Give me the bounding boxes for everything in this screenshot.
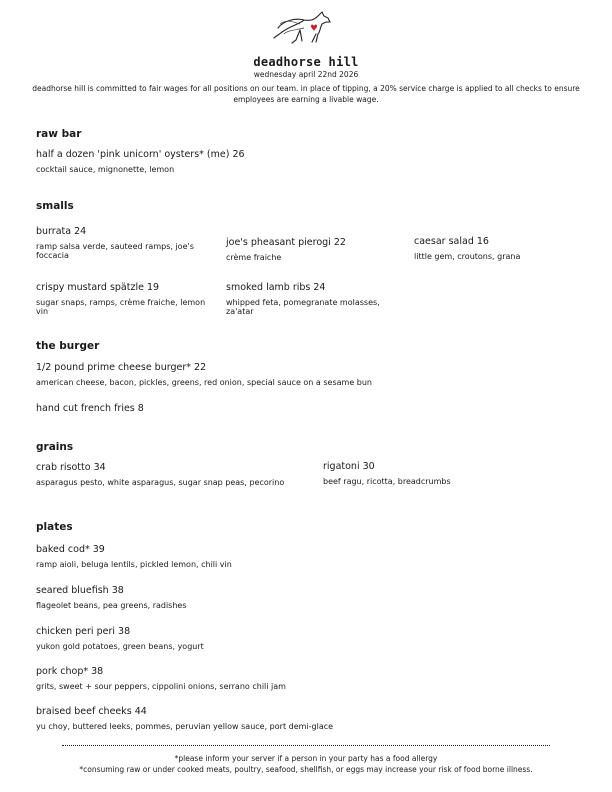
menu-item <box>36 149 576 174</box>
menu-item <box>226 237 406 262</box>
item-description: beef ragu, ricotta, breadcrumbs <box>323 477 451 486</box>
item-description: little gem, croutons, grana <box>414 252 521 261</box>
service-charge-notice: deadhorse hill is committed to fair wages for all positions on our team. in place of tipping, a 20% service charge is applied to all checks to ensure employees are earning a livable wage. <box>32 84 580 104</box>
menu-item <box>36 462 306 487</box>
section-heading-plates: plates <box>36 521 73 533</box>
item-description: yukon gold potatoes, green beans, yogurt <box>36 642 204 651</box>
item-name: burrata 24 <box>36 226 87 237</box>
menu-item <box>36 626 576 651</box>
item-name: 1/2 pound prime cheese burger* 22 <box>36 362 207 373</box>
item-description: asparagus pesto, white asparagus, sugar snap peas, pecorino <box>36 478 285 487</box>
section-heading-raw-bar: raw bar <box>36 128 82 140</box>
item-name: half a dozen 'pink unicorn' oysters* (me) 26 <box>36 149 245 160</box>
menu-item <box>414 236 584 261</box>
section-heading-burger: the burger <box>36 340 100 352</box>
item-name: baked cod* 39 <box>36 544 105 555</box>
item-name: seared bluefish 38 <box>36 585 124 596</box>
item-description: sugar snaps, ramps, crème fraiche, lemon vin <box>36 298 206 316</box>
item-name: pork chop* 38 <box>36 666 104 677</box>
item-description: yu choy, buttered leeks, pommes, peruvian yellow sauce, port demi-glace <box>36 722 334 731</box>
item-description: cocktail sauce, mignonette, lemon <box>36 165 175 174</box>
item-name: crab risotto 34 <box>36 462 106 473</box>
item-description: grits, sweet + sour peppers, cippolini onions, serrano chili jam <box>36 682 286 691</box>
item-name: joe's pheasant pierogi 22 <box>226 237 346 248</box>
dotted-divider <box>62 745 550 746</box>
menu-item <box>36 226 216 260</box>
raw-food-warning: *consuming raw or under cooked meats, poultry, seafood, shellfish, or eggs may increase your risk of food borne illness. <box>79 765 533 774</box>
menu-item <box>36 362 576 387</box>
item-name: braised beef cheeks 44 <box>36 706 147 717</box>
menu-item <box>36 585 576 610</box>
item-name: smoked lamb ribs 24 <box>226 282 326 293</box>
item-name: chicken peri peri 38 <box>36 626 131 637</box>
menu-date: wednesday april 22nd 2026 <box>253 70 359 79</box>
item-description: ramp aioli, beluga lentils, pickled lemon, chili vin <box>36 560 232 569</box>
item-description: ramp salsa verde, sauteed ramps, joe's foccacia <box>36 242 194 260</box>
item-description: flageolet beans, pea greens, radishes <box>36 601 187 610</box>
menu-item <box>36 403 576 414</box>
section-heading-smalls: smalls <box>36 200 74 212</box>
item-name: hand cut french fries 8 <box>36 403 144 414</box>
menu-item <box>36 544 576 569</box>
restaurant-name: deadhorse hill <box>253 55 359 69</box>
item-description: crème fraiche <box>226 253 282 262</box>
item-name: caesar salad 16 <box>414 236 489 247</box>
menu-item <box>36 282 216 316</box>
menu-item <box>323 461 553 486</box>
menu-item <box>36 666 576 691</box>
menu-item <box>226 282 386 316</box>
item-description: whipped feta, pomegranate molasses, za'atar <box>226 298 380 316</box>
menu-item <box>36 706 576 731</box>
allergy-note: *please inform your server if a person in your party has a food allergy <box>174 754 438 763</box>
horse-logo-icon <box>270 10 340 46</box>
section-heading-grains: grains <box>36 441 74 453</box>
item-description: american cheese, bacon, pickles, greens, red onion, special sauce on a sesame bun <box>36 378 372 387</box>
item-name: crispy mustard spätzle 19 <box>36 282 160 293</box>
item-name: rigatoni 30 <box>323 461 375 472</box>
